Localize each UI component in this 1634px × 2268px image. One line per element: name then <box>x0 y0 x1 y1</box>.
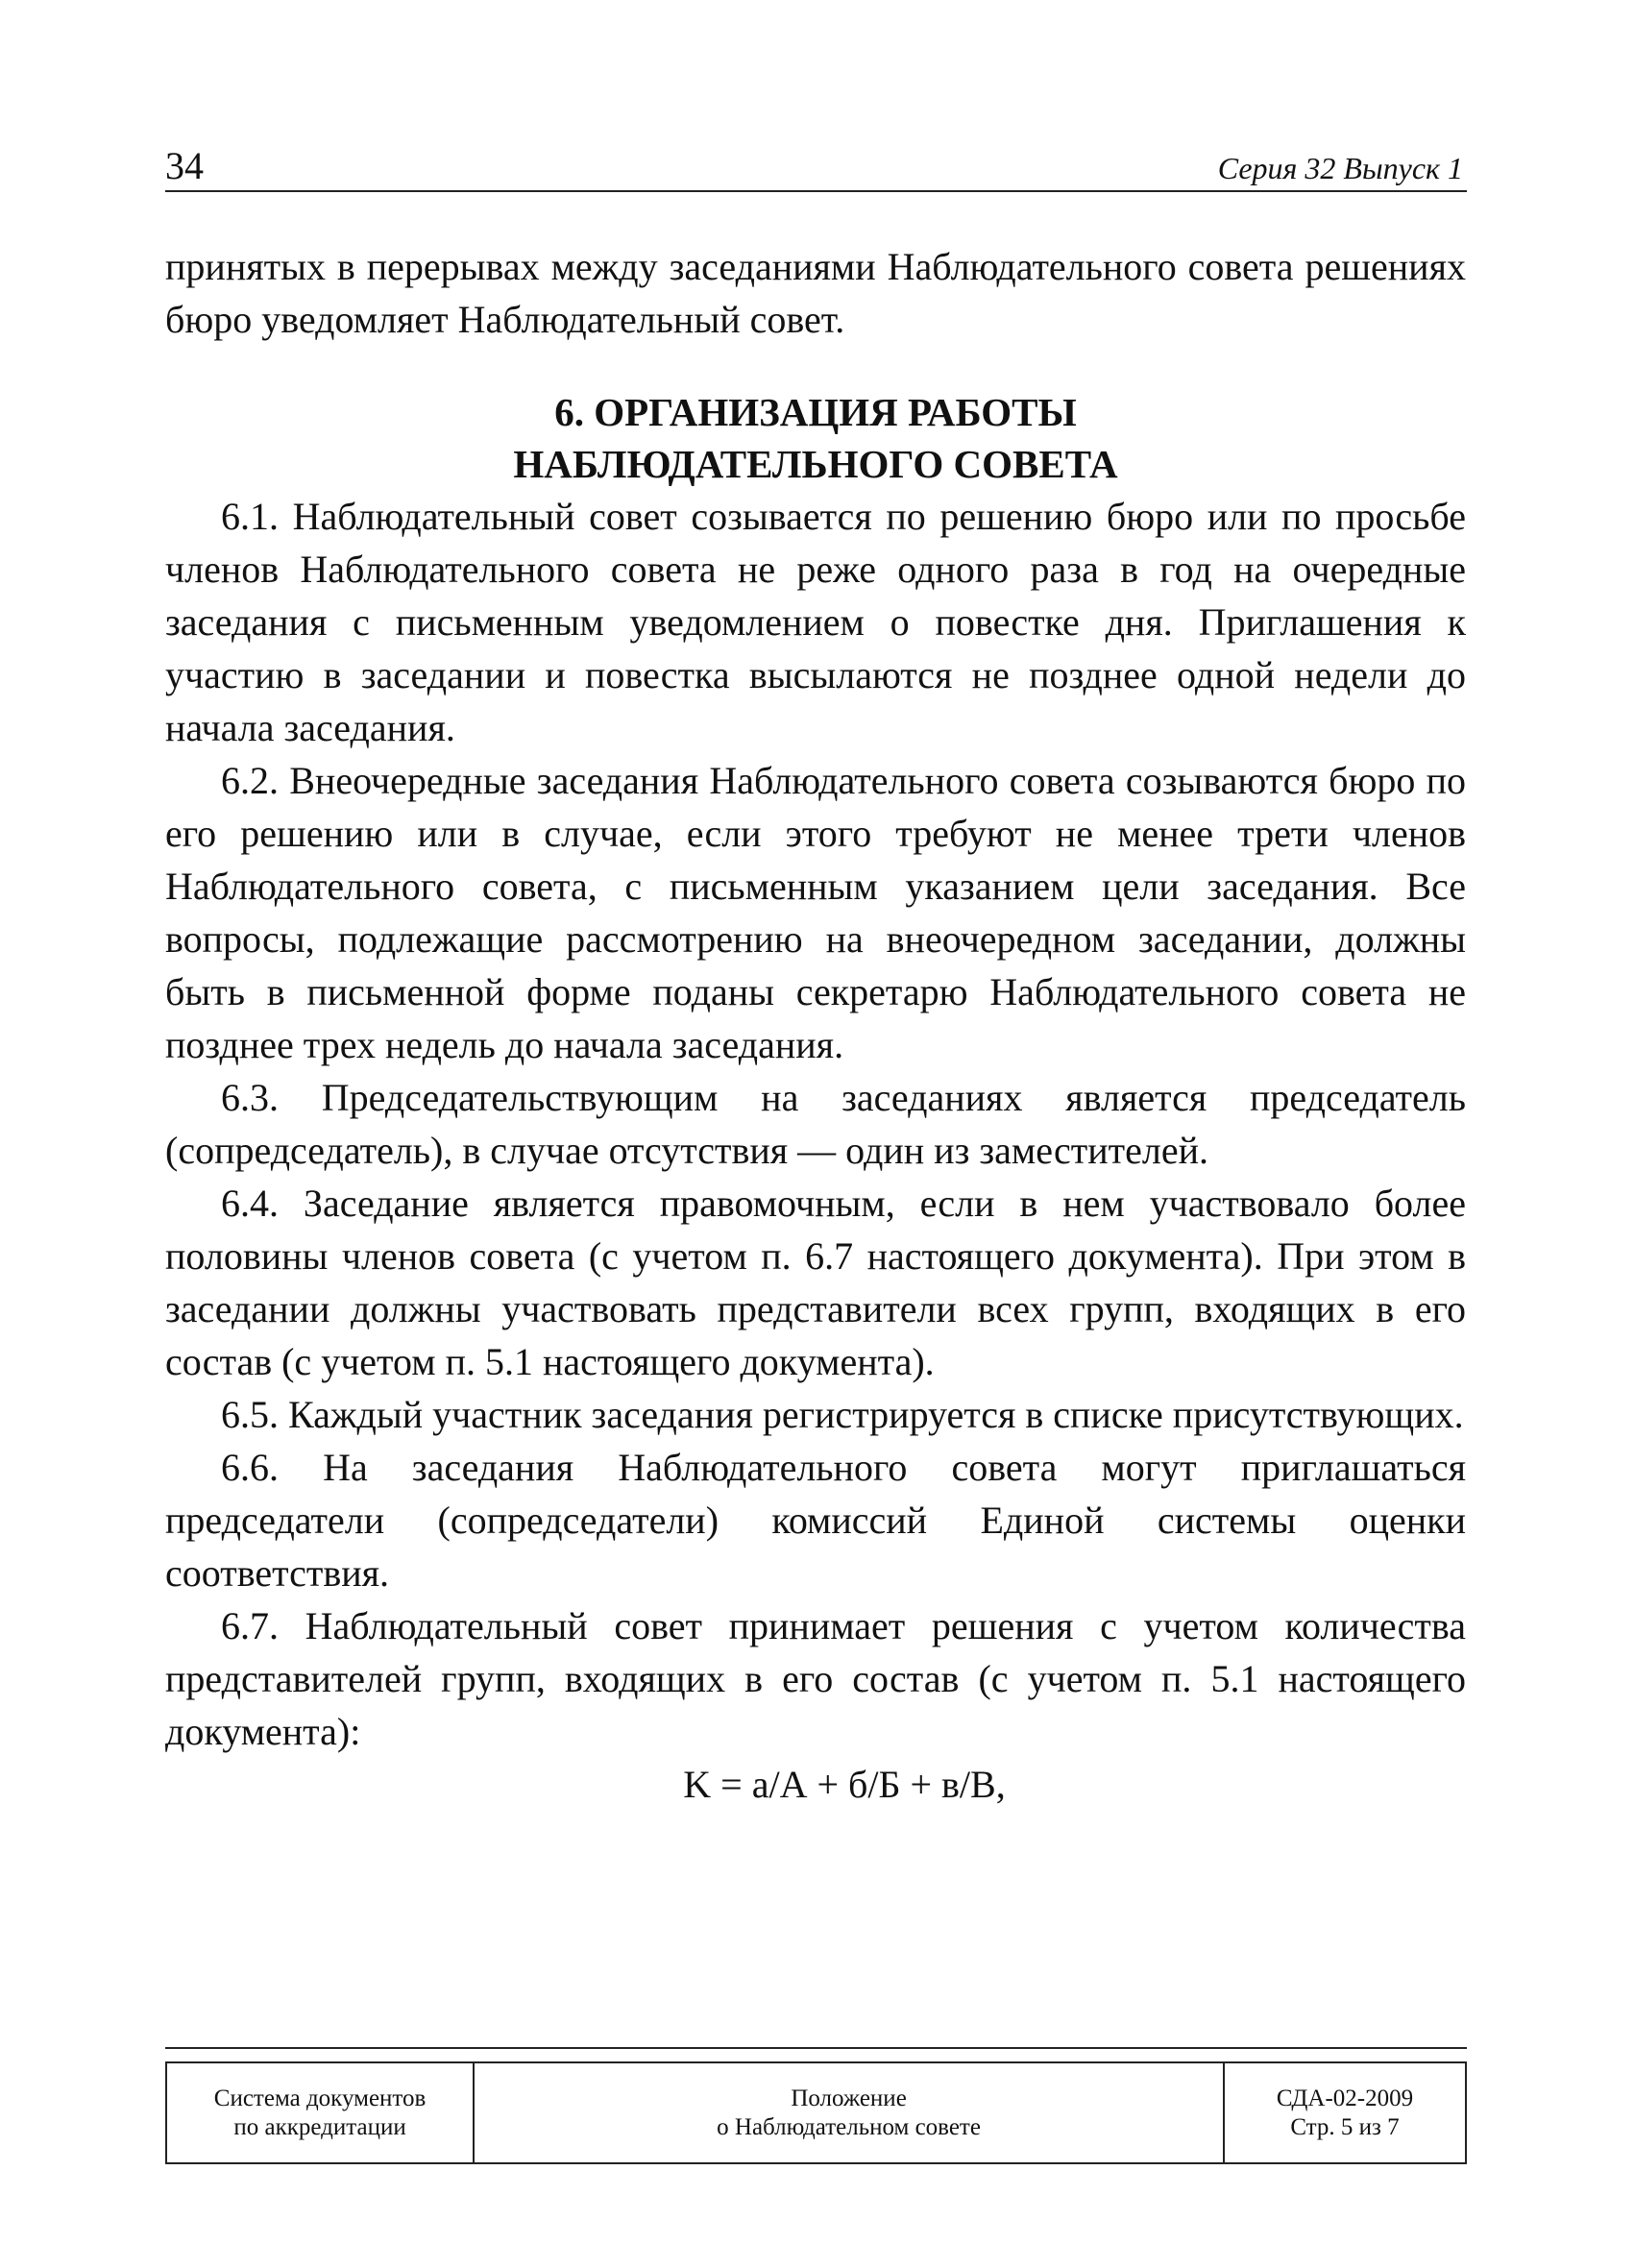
footer-cell-document-title <box>474 2062 1224 2163</box>
paragraph-6-2: 6.2. Внеочередные заседания Наблюдательного совета созываются бюро по его решению или в случае, если этого требуют не менее трети членов Наблюдательного совета, с письменным указанием цели заседания. Все вопросы, подлежащие рассмотрению на внеочередном заседании, должны быть в письменной форме поданы секретарю Наблюдательного совета не позднее трех недель до начала заседания. <box>165 759 1466 1066</box>
section-heading-line2: НАБЛЮДАТЕЛЬНОГО СОВЕТА <box>513 442 1118 486</box>
footer-cell-system <box>166 2062 474 2163</box>
footer-system-line1: Система документов <box>213 2085 427 2111</box>
footer-table <box>165 2061 1467 2164</box>
footer-title-line2: о Наблюдательном совете <box>717 2113 981 2140</box>
intro-paragraph: принятых в перерывах между заседаниями Наблюдательного совета решениях бюро уведомляет Наблюдательный совет. <box>165 245 1466 341</box>
paragraph-6-3: 6.3. Председательствующим на заседаниях является председатель (сопредседатель), в случае отсутствия — один из заместителей. <box>165 1076 1466 1172</box>
footer-title-line1: Положение <box>791 2085 907 2111</box>
section-heading <box>165 386 1466 490</box>
footer-rule <box>165 2047 1467 2049</box>
section-heading-line1: 6. ОРГАНИЗАЦИЯ РАБОТЫ <box>554 390 1077 434</box>
paragraph-6-7: 6.7. Наблюдательный совет принимает решения с учетом количества представителей групп, входящих в его состав (с учетом п. 5.1 настоящего документа): <box>165 1604 1466 1753</box>
paragraph-6-4: 6.4. Заседание является правомочным, если в нем участвовало более половины членов совета (с учетом п. 6.7 настоящего документа). При этом в заседании должны участвовать представители всех групп, входящих в его состав (с учетом п. 5.1 настоящего документа). <box>165 1182 1466 1383</box>
footer-page-info: Стр. 5 из 7 <box>1290 2113 1400 2140</box>
body-text <box>165 240 1466 1811</box>
paragraph-6-6: 6.6. На заседания Наблюдательного совета могут приглашаться председатели (сопредседатели) комиссий Единой системы оценки соответствия. <box>165 1446 1466 1595</box>
footer-system-line2: по аккредитации <box>233 2113 406 2140</box>
header-rule <box>165 190 1467 192</box>
footer-doc-code: СДА-02-2009 <box>1276 2085 1414 2111</box>
paragraph-6-1: 6.1. Наблюдательный совет созывается по решению бюро или по просьбе членов Наблюдательного совета не реже одного раза в год на очередные заседания с письменным уведомлением о повестке дня. Приглашения к участию в заседании и повестка высылаются не позднее одной недели до начала заседания. <box>165 495 1466 749</box>
running-head: Серия 32 Выпуск 1 <box>1217 151 1463 185</box>
page-number: 34 <box>165 144 204 187</box>
footer-row <box>166 2062 1466 2163</box>
formula: K = а/А + б/Б + в/В, <box>683 1763 1006 1806</box>
paragraph-6-5: 6.5. Каждый участник заседания регистрируется в списке присутствующих. <box>221 1393 1464 1436</box>
footer-cell-doc-code <box>1224 2062 1466 2163</box>
